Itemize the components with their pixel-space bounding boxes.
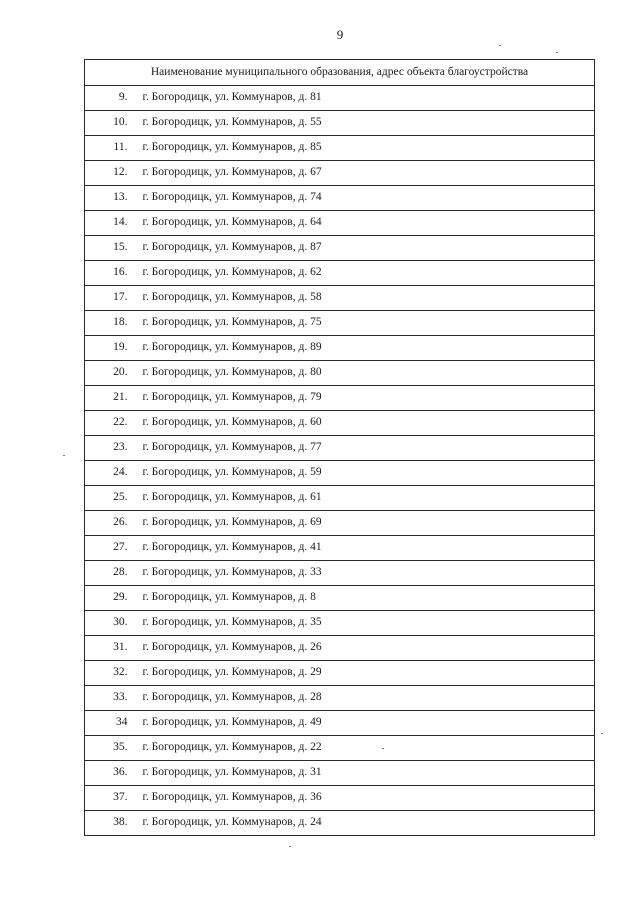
- row-number: 38.: [85, 811, 136, 836]
- row-number: 23.: [85, 436, 136, 461]
- row-number: 21.: [85, 386, 136, 411]
- table-row: [85, 136, 595, 161]
- row-number: 28.: [85, 561, 136, 586]
- table-row: [85, 311, 595, 336]
- address-table: [84, 59, 595, 836]
- table-row: [85, 161, 595, 186]
- row-number: 9.: [85, 86, 136, 111]
- table-row: [85, 661, 595, 686]
- row-number: 25.: [85, 486, 136, 511]
- table-row: [85, 786, 595, 811]
- table-row: [85, 461, 595, 486]
- row-address: г. Богородицк, ул. Коммунаров, д. 81: [136, 86, 595, 111]
- table-row: [85, 211, 595, 236]
- row-number: 22.: [85, 411, 136, 436]
- row-address: г. Богородицк, ул. Коммунаров, д. 49: [136, 711, 595, 736]
- row-number: 14.: [85, 211, 136, 236]
- row-number: 10.: [85, 111, 136, 136]
- row-number: 29.: [85, 586, 136, 611]
- scan-speck: [63, 455, 65, 456]
- row-number: 27.: [85, 536, 136, 561]
- row-number: 20.: [85, 361, 136, 386]
- row-address: г. Богородицк, ул. Коммунаров, д. 75: [136, 311, 595, 336]
- row-address: г. Богородицк, ул. Коммунаров, д. 67: [136, 161, 595, 186]
- row-address: г. Богородицк, ул. Коммунаров, д. 28: [136, 686, 595, 711]
- row-number: 13.: [85, 186, 136, 211]
- row-number: 37.: [85, 786, 136, 811]
- row-number: 19.: [85, 336, 136, 361]
- table-row: [85, 711, 595, 736]
- table-row: [85, 686, 595, 711]
- row-address: г. Богородицк, ул. Коммунаров, д. 89: [136, 336, 595, 361]
- scan-speck: [601, 733, 603, 734]
- row-address: г. Богородицк, ул. Коммунаров, д. 62: [136, 261, 595, 286]
- table-row: [85, 811, 595, 836]
- row-number: 36.: [85, 761, 136, 786]
- row-number: 26.: [85, 511, 136, 536]
- table-row: [85, 761, 595, 786]
- table-header: Наименование муниципального образования, адрес объекта благоустройства: [85, 60, 595, 86]
- scan-speck: [499, 45, 501, 46]
- scan-speck: [289, 846, 291, 847]
- table-row: [85, 736, 595, 761]
- row-number: 11.: [85, 136, 136, 161]
- row-address: г. Богородицк, ул. Коммунаров, д. 59: [136, 461, 595, 486]
- row-number: 30.: [85, 611, 136, 636]
- table-row: [85, 336, 595, 361]
- row-address: г. Богородицк, ул. Коммунаров, д. 36: [136, 786, 595, 811]
- table-row: [85, 186, 595, 211]
- table-row: [85, 511, 595, 536]
- scan-speck: [382, 748, 384, 749]
- row-address: г. Богородицк, ул. Коммунаров, д. 29: [136, 661, 595, 686]
- row-address: г. Богородицк, ул. Коммунаров, д. 87: [136, 236, 595, 261]
- table-row: [85, 411, 595, 436]
- row-address: г. Богородицк, ул. Коммунаров, д. 31: [136, 761, 595, 786]
- table-row: [85, 361, 595, 386]
- row-number: 33.: [85, 686, 136, 711]
- table-row: [85, 386, 595, 411]
- row-address: г. Богородицк, ул. Коммунаров, д. 35: [136, 611, 595, 636]
- table-header-row: [85, 60, 595, 86]
- row-address: г. Богородицк, ул. Коммунаров, д. 69: [136, 511, 595, 536]
- page-number: 9: [336, 27, 344, 42]
- row-address: г. Богородицк, ул. Коммунаров, д. 24: [136, 811, 595, 836]
- row-address: г. Богородицк, ул. Коммунаров, д. 77: [136, 436, 595, 461]
- table-row: [85, 561, 595, 586]
- table-row: [85, 111, 595, 136]
- row-address: г. Богородицк, ул. Коммунаров, д. 41: [136, 536, 595, 561]
- row-number: 17.: [85, 286, 136, 311]
- row-number: 16.: [85, 261, 136, 286]
- row-number: 35.: [85, 736, 136, 761]
- row-address: г. Богородицк, ул. Коммунаров, д. 61: [136, 486, 595, 511]
- row-address: г. Богородицк, ул. Коммунаров, д. 60: [136, 411, 595, 436]
- row-address: г. Богородицк, ул. Коммунаров, д. 79: [136, 386, 595, 411]
- table-row: [85, 636, 595, 661]
- scan-speck: [556, 52, 558, 53]
- row-number: 15.: [85, 236, 136, 261]
- row-address: г. Богородицк, ул. Коммунаров, д. 58: [136, 286, 595, 311]
- table-row: [85, 586, 595, 611]
- row-address: г. Богородицк, ул. Коммунаров, д. 74: [136, 186, 595, 211]
- row-address: г. Богородицк, ул. Коммунаров, д. 64: [136, 211, 595, 236]
- row-number: 18.: [85, 311, 136, 336]
- table-row: [85, 236, 595, 261]
- row-number: 24.: [85, 461, 136, 486]
- row-address: г. Богородицк, ул. Коммунаров, д. 85: [136, 136, 595, 161]
- row-number: 32.: [85, 661, 136, 686]
- row-address: г. Богородицк, ул. Коммунаров, д. 8: [136, 586, 595, 611]
- row-address: г. Богородицк, ул. Коммунаров, д. 26: [136, 636, 595, 661]
- table-row: [85, 261, 595, 286]
- row-address: г. Богородицк, ул. Коммунаров, д. 33: [136, 561, 595, 586]
- row-number: 12.: [85, 161, 136, 186]
- table-body: [85, 86, 595, 836]
- row-address: г. Богородицк, ул. Коммунаров, д. 80: [136, 361, 595, 386]
- row-number: 31.: [85, 636, 136, 661]
- row-address: г. Богородицк, ул. Коммунаров, д. 22: [136, 736, 595, 761]
- table-row: [85, 611, 595, 636]
- row-number: 34: [85, 711, 136, 736]
- table-row: [85, 486, 595, 511]
- table-row: [85, 86, 595, 111]
- row-address: г. Богородицк, ул. Коммунаров, д. 55: [136, 111, 595, 136]
- table-row: [85, 436, 595, 461]
- table-row: [85, 286, 595, 311]
- table-row: [85, 536, 595, 561]
